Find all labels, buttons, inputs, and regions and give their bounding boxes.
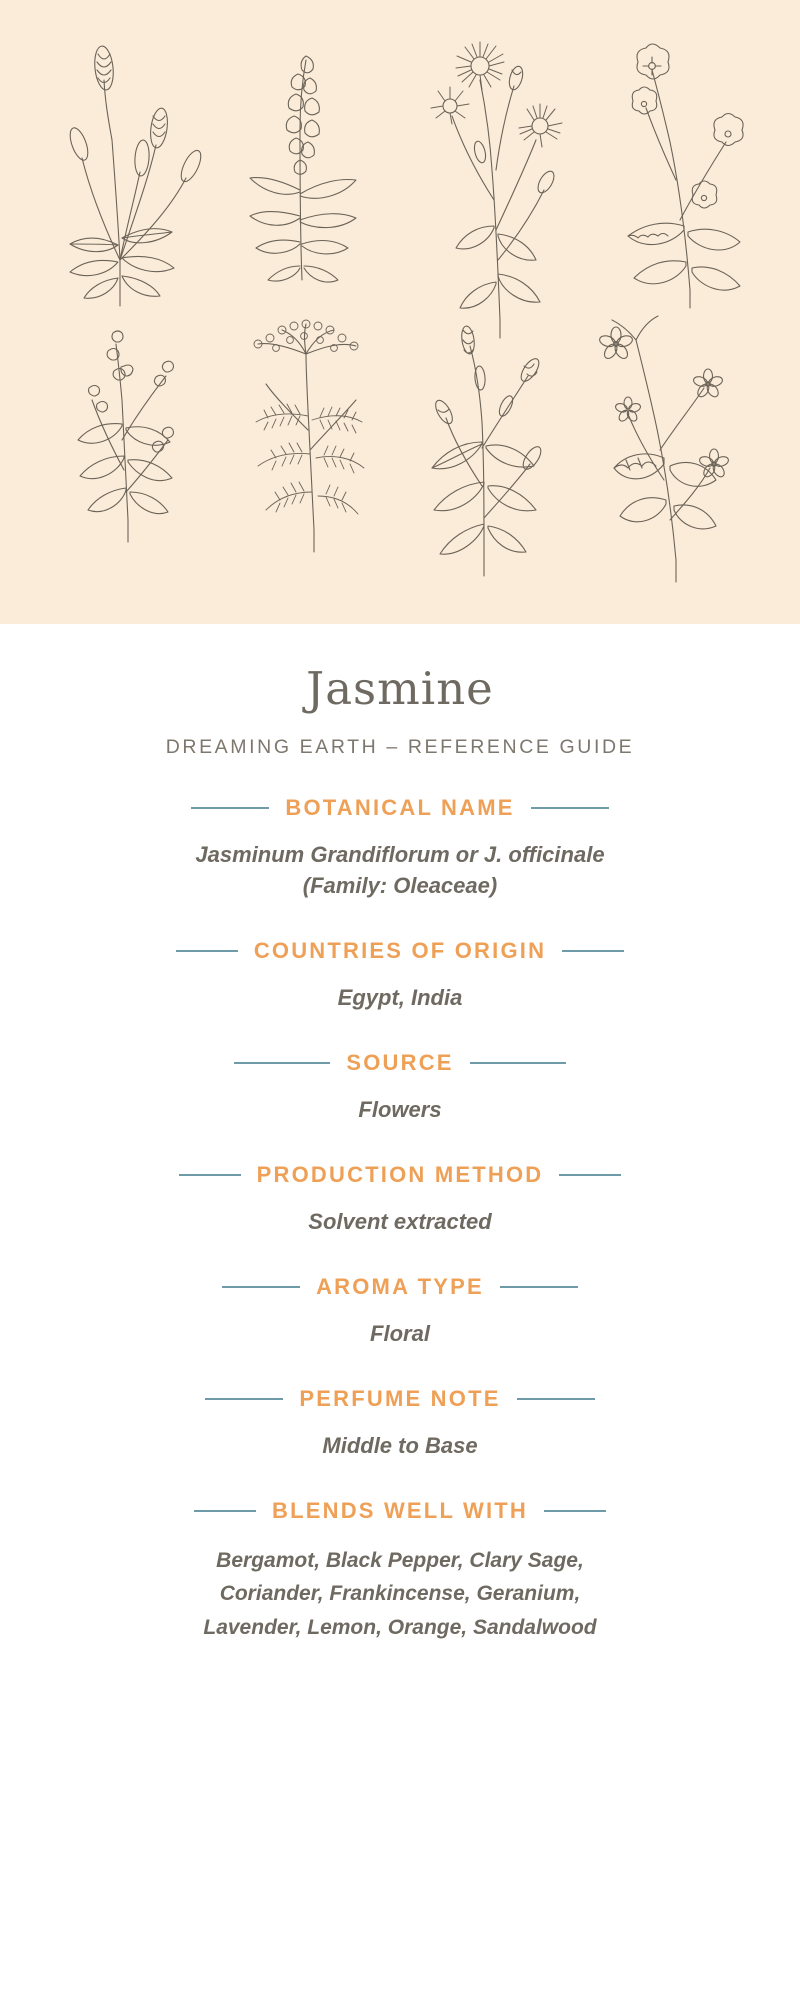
section-heading-row	[60, 1498, 740, 1524]
section-heading: BOTANICAL NAME	[285, 794, 515, 820]
yarrow-fern-icon	[254, 320, 364, 552]
section-value: Solvent extracted	[308, 1209, 492, 1235]
section-value: Egypt, India	[337, 985, 463, 1011]
rule-right	[559, 1174, 621, 1176]
section-heading: PRODUCTION METHOD	[256, 1162, 544, 1188]
section-value: Jasminum Grandiflorum or J. officinale (Family: Oleaceae)	[195, 841, 605, 899]
section-heading: AROMA TYPE	[316, 1273, 484, 1299]
section-heading: COUNTRIES OF ORIGIN	[253, 938, 547, 964]
rule-left	[191, 807, 269, 809]
botanical-artwork	[0, 0, 800, 624]
sage-stalk-icon	[432, 325, 544, 576]
section-blends-well-with	[60, 1498, 740, 1645]
section-value: Flowers	[358, 1097, 442, 1123]
section-botanical-name	[60, 795, 740, 903]
rule-left	[205, 1398, 283, 1400]
section-heading-row	[60, 938, 740, 964]
geranium-vine-icon	[598, 316, 729, 582]
page-title: Jasmine	[306, 662, 494, 715]
clover-sprig-icon	[67, 45, 205, 306]
rule-left	[222, 1286, 300, 1288]
botanical-illustration-banner	[0, 0, 800, 624]
reference-card	[0, 624, 800, 2000]
rule-right	[531, 807, 609, 809]
section-source	[60, 1050, 740, 1126]
section-heading: BLENDS WELL WITH	[272, 1497, 528, 1523]
section-perfume-note	[60, 1386, 740, 1462]
section-countries-of-origin	[60, 938, 740, 1014]
rule-left	[234, 1062, 330, 1064]
section-production-method	[60, 1162, 740, 1238]
dandelion-cluster-icon	[431, 42, 562, 338]
rule-right	[470, 1062, 566, 1064]
rule-right	[517, 1398, 595, 1400]
section-value: Floral	[370, 1320, 430, 1346]
rule-right	[562, 950, 624, 952]
mallow-flower-icon	[628, 44, 743, 308]
section-value: Bergamot, Black Pepper, Clary Sage, Coriander, Frankincense, Geranium, Lavender, Lemon, Orange, Sandalwood	[203, 1548, 597, 1639]
section-heading-row	[60, 795, 740, 821]
section-heading: SOURCE	[346, 1050, 454, 1076]
rule-right	[500, 1286, 578, 1288]
rule-right	[544, 1510, 606, 1512]
section-aroma-type	[60, 1274, 740, 1350]
lavender-spike-icon	[250, 56, 356, 282]
rule-left	[176, 950, 238, 952]
section-heading-row	[60, 1274, 740, 1300]
page-subtitle: DREAMING EARTH – REFERENCE GUIDE	[165, 735, 635, 758]
section-heading-row	[60, 1386, 740, 1412]
section-value: Middle to Base	[322, 1432, 478, 1458]
section-heading-row	[60, 1050, 740, 1076]
section-heading-row	[60, 1162, 740, 1188]
mint-spike-icon	[78, 331, 173, 542]
rule-left	[179, 1174, 241, 1176]
rule-left	[194, 1510, 256, 1512]
section-heading: PERFUME NOTE	[299, 1385, 501, 1411]
